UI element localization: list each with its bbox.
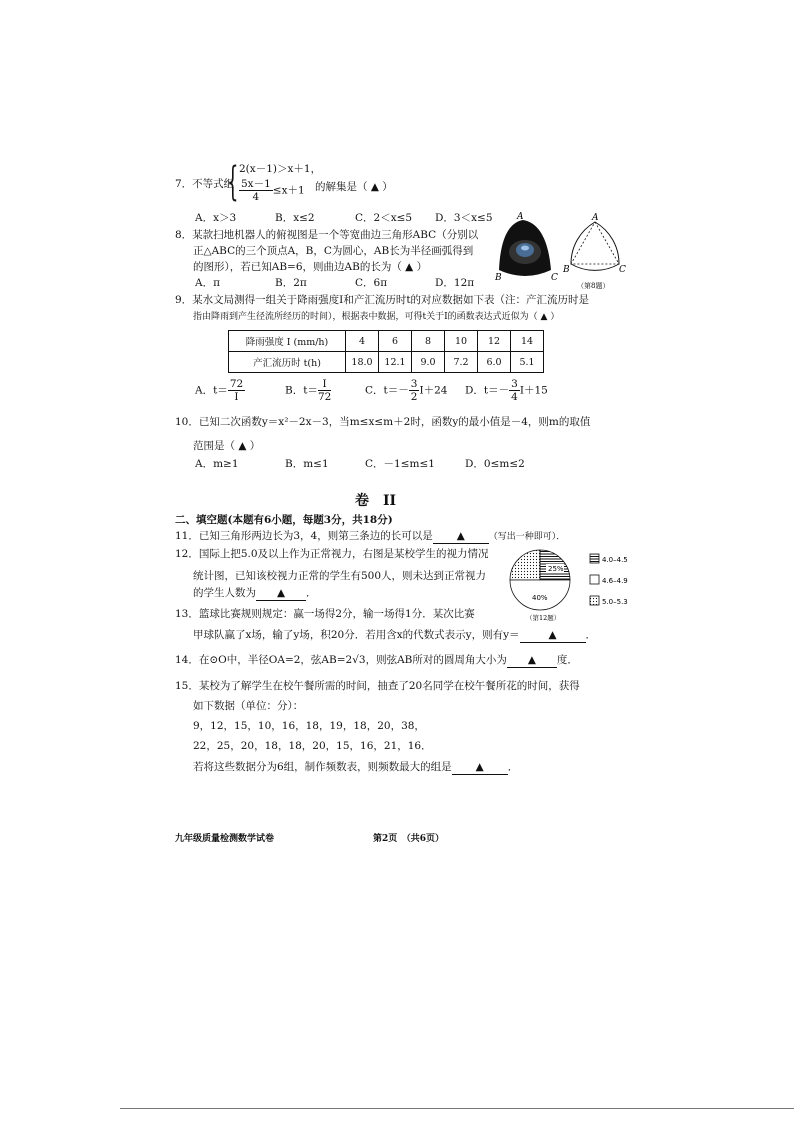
q7-ineq2-rest: ≤x＋1 (272, 184, 305, 197)
table-cell: 7.2 (445, 352, 478, 373)
q14-answer-blank: ▲ (507, 653, 557, 668)
q12-line3: 的学生人数为 ▲ ． (193, 587, 317, 599)
q9-line1: 9．某水文局测得一组关于降雨强度I和产汇流历时t的对应数据如下表（注：产汇流历时是 (175, 294, 590, 306)
legend-swatch-hlines (590, 554, 599, 563)
q7-ineq2-num: 5x－1 (241, 178, 271, 190)
q8-line3: 的图形），若已知AB=6，则曲边AB的长为（ ▲ ） (193, 261, 428, 273)
q7-ineq2 (239, 178, 305, 203)
q13-line2: 甲球队赢了x场，输了y场，积20分．若用含x的代数式表示y，则有y＝ ▲ ． (193, 629, 596, 641)
q15-answer-blank: ▲ (452, 760, 508, 775)
q10-option-d: D．0≤m≤2 (465, 458, 525, 470)
q15-line2: 如下数据（单位：分）： (193, 700, 304, 712)
reuleaux-triangle-diagram (571, 222, 619, 270)
table-row (229, 331, 544, 352)
table-cell: 6.0 (478, 352, 511, 373)
legend-swatch-dots (590, 596, 599, 605)
q12-vision-pie-chart (508, 546, 638, 622)
table-cell: 10 (445, 331, 478, 352)
table-cell: 12 (478, 331, 511, 352)
footer-left: 九年级质量检测数学试卷 (175, 834, 275, 844)
q9-option-d: D．t＝－ $\frac{3}{4}$ I＋15 (465, 378, 548, 403)
pie-label-40: 40% (532, 594, 548, 602)
legend-swatch-blank (590, 575, 599, 584)
q7-option-b: B．x≤2 (275, 212, 315, 224)
q11-answer-blank: ▲ (433, 529, 489, 544)
pie-slice-4.0-4.5 (510, 550, 540, 580)
q7-option-c: C．2＜x≤5 (355, 212, 413, 224)
table-cell: 6 (379, 331, 412, 352)
q13-line1: 13．篮球比赛规则规定：赢一场得2分，输一场得1分．某次比赛 (175, 608, 475, 620)
q15-line1: 15．某校为了解学生在校午餐所需的时间，抽查了20名同学在校午餐所花的时间，获得 (175, 680, 580, 692)
q7-brace: { (227, 159, 239, 205)
table-cell: 18.0 (346, 352, 379, 373)
legend-label-1: 4.0–4.5 (602, 556, 628, 564)
fig1-label-b: B (495, 273, 502, 283)
pie-label-25: 25% (548, 565, 564, 573)
q13-answer-blank: ▲ (520, 628, 586, 643)
q7-stem: 7．不等式组 (175, 178, 235, 190)
q8-figure (495, 210, 635, 292)
fig2-label-b: B (563, 265, 570, 275)
q7-ineq1: 2(x－1)＞x＋1， (239, 163, 322, 175)
q9-option-b: B．t＝ $\frac{I}{72}$ (285, 378, 332, 403)
table-cell: 12.1 (379, 352, 412, 373)
footer-page-number: 第2页 （共6页） (373, 834, 445, 844)
fig1-label-c: C (551, 273, 558, 283)
q7-stem-end: 的解集是（ ▲ ） (315, 181, 393, 193)
q7-option-d: D．3＜x≤5 (435, 212, 493, 224)
q10-line2: 范围是（ ▲ ） (193, 440, 261, 452)
q10-line1: 10．已知二次函数y＝x²－2x－3，当m≤x≤m＋2时，函数y的最小值是－4，则m的取值 (175, 416, 591, 428)
robot-photo-image (499, 220, 551, 276)
q15-line4: 22，25，20，18，18，20，15，16，21，16． (193, 740, 432, 752)
legend-label-3: 5.0–5.3 (602, 598, 628, 606)
q9-data-table (228, 330, 544, 373)
q11-line: 11．已知三角形两边长为3，4，则第三条边的长可以是 ▲ （写出一种即可）． (175, 530, 566, 542)
table-cell: 8 (412, 331, 445, 352)
q8-line1: 8．某款扫地机器人的俯视图是一个等宽曲边三角形ABC（分别以 (175, 229, 479, 241)
q15-line5: 若将这些数据分为6组，制作频数表，则频数最大的组是 ▲ ． (193, 761, 519, 773)
q9-option-a: A．t＝ $\frac{72}{I}$ (195, 378, 244, 403)
q7-ineq2-den: 4 (252, 191, 260, 203)
q8-option-b: B．2π (275, 277, 307, 289)
q10-option-a: A．m≥1 (195, 458, 239, 470)
q9-line2: 指由降雨到产生径流所经历的时间），根据表中数据，可得t关于I的函数表达式近似为（ ▲ ） (193, 312, 560, 322)
table-row (229, 352, 544, 373)
section-heading: 二、填空题(本题有6小题，每题3分，共18分) (175, 514, 393, 526)
q10-option-c: C．－1≤m≤1 (365, 458, 435, 470)
q8-option-c: C．6π (355, 277, 388, 289)
q12-line2: 统计图，已知该校视力正常的学生有500人，则未达到正常视力 (193, 570, 487, 582)
q7-option-a: A．x＞3 (195, 212, 237, 224)
q12-caption: （第12题） (526, 614, 561, 622)
q8-option-a: A．π (195, 277, 220, 289)
fig2-label-c: C (619, 265, 626, 275)
q14-line: 14．在⊙O中，半径OA=2，弦AB=2√3，则弦AB所对的圆周角大小为 ▲ 度． (175, 654, 578, 666)
q8-caption: （第8题） (577, 282, 610, 290)
q12-answer-blank: ▲ (256, 586, 306, 601)
table-cell: 14 (511, 331, 544, 352)
pie-legend (590, 554, 628, 606)
table-row-header: 降雨强度 I (mm/h) (229, 331, 346, 352)
page-bottom-rule (120, 1108, 794, 1109)
q8-option-d: D．12π (435, 277, 475, 289)
q8-line2: 正△ABC的三个顶点A，B，C为圆心，AB长为半径画弧得到 (193, 245, 474, 257)
fig2-label-a: A (592, 213, 599, 223)
table-cell: 4 (346, 331, 379, 352)
q7-inequality-system (227, 159, 322, 206)
q10-option-b: B．m≤1 (285, 458, 329, 470)
section-title: 卷 II (355, 493, 397, 509)
table-cell: 5.1 (511, 352, 544, 373)
q12-line1: 12．国际上把5.0及以上作为正常视力，右图是某校学生的视力情况 (175, 548, 489, 560)
legend-label-2: 4.6–4.9 (602, 577, 628, 585)
table-row-header: 产汇流历时 t(h) (229, 352, 346, 373)
q15-line3: 9，12，15，10，16，18，19，18，20，38， (193, 720, 425, 732)
q9-option-c: C．t＝－ $\frac{3}{2}$ I＋24 (365, 378, 448, 403)
table-cell: 9.0 (412, 352, 445, 373)
fig1-label-a: A (517, 212, 524, 222)
